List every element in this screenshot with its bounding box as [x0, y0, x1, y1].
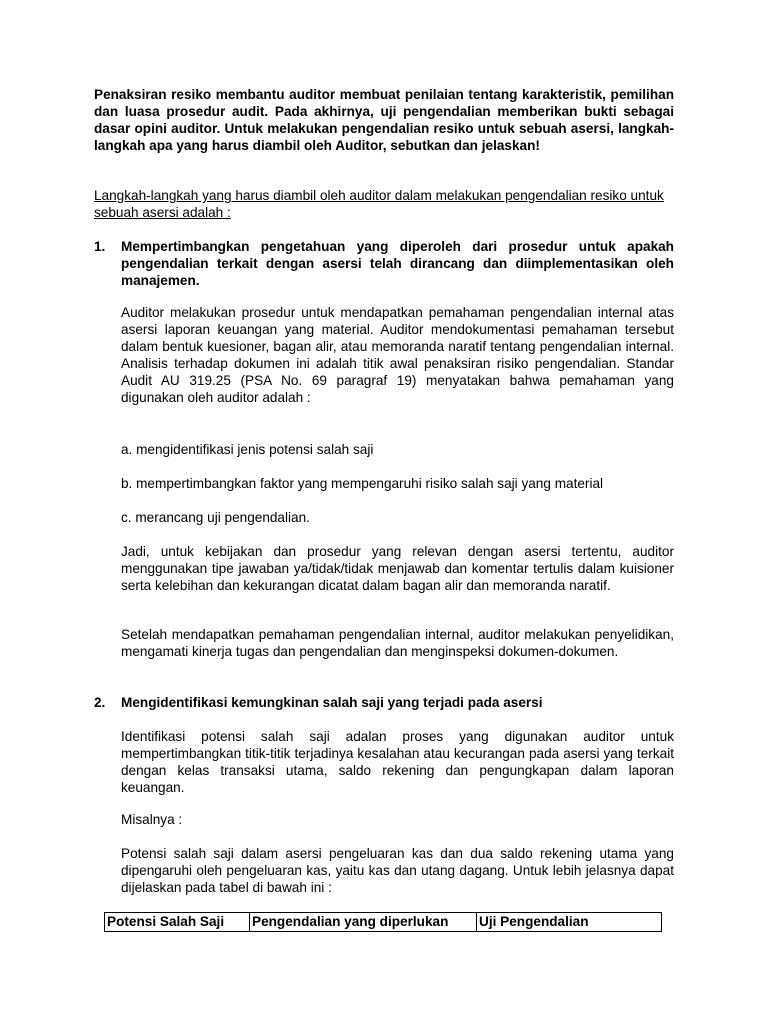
- risk-control-table: [104, 912, 662, 932]
- question-text: [94, 87, 674, 155]
- step-1-list-a: [121, 442, 674, 459]
- table-header-row: [105, 913, 662, 932]
- question-paragraph: Penaksiran resiko membantu auditor membuat penilaian tentang karakteristik, pemilihan dan luasa prosedur audit. Pada akhirnya, uji pengendalian memberikan bukti sebagai dasar opini auditor. Untuk melakukan pengendalian resiko untuk sebuah asersi, langkah-langkah apa yang harus diambil oleh Auditor, sebutkan dan jelaskan!: [94, 87, 674, 153]
- step-1-list-c: [121, 510, 674, 527]
- step-1-list-c-text: c. merancang uji pengendalian.: [121, 510, 310, 525]
- step-1-heading: [94, 239, 674, 290]
- step-1-paragraph-3: [121, 627, 674, 661]
- lead-paragraph: Langkah-langkah yang harus diambil oleh auditor dalam melakukan pengendalian resiko untuk sebuah asersi adalah :: [94, 188, 664, 220]
- step-2-paragraph-3: [121, 846, 674, 897]
- step-2-paragraph-2: [121, 812, 674, 829]
- step-2-paragraph-3-text: Potensi salah saji dalam asersi pengeluaran kas dan dua saldo rekening utama yang dipengaruhi oleh pengeluaran kas, yaitu kas dan utang dagang. Untuk lebih jelasnya dapat dijelaskan pada tabel di bawah ini :: [121, 846, 674, 895]
- table-header-cell: Pengendalian yang diperlukan: [250, 913, 477, 932]
- step-2-heading: [94, 695, 674, 712]
- lead-text: [94, 188, 674, 222]
- step-2-title: Mengidentifikasi kemungkinan salah saji yang terjadi pada asersi: [121, 695, 543, 710]
- step-1-list-b-text: b. mempertimbangkan faktor yang mempengaruhi risiko salah saji yang material: [121, 476, 604, 491]
- step-1-title: Mempertimbangkan pengetahuan yang diperoleh dari prosedur untuk apakah pengendalian terkait dengan asersi telah dirancang dan diimplementasikan oleh manajemen.: [121, 239, 674, 288]
- step-1-paragraph-2: [121, 544, 674, 595]
- table-header-cell: Potensi Salah Saji: [105, 913, 250, 932]
- table-header-cell: Uji Pengendalian: [477, 913, 662, 932]
- step-2-number: 2.: [94, 695, 106, 710]
- step-1-paragraph-3-text: Setelah mendapatkan pemahaman pengendalian internal, auditor melakukan penyelidikan, mengamati kinerja tugas dan pengendalian dan menginspeksi dokumen-dokumen.: [121, 627, 674, 659]
- step-1-list-b: [121, 476, 674, 493]
- step-2-paragraph-1: [121, 729, 674, 797]
- step-1-number: 1.: [94, 239, 106, 254]
- step-1-paragraph-2-text: Jadi, untuk kebijakan dan prosedur yang relevan dengan asersi tertentu, auditor menggunakan tipe jawaban ya/tidak/tidak menjawab dan komentar tertulis dalam kuisioner serta kelebihan dan kekurangan dicatat dalam bagan alir dan memoranda naratif.: [121, 544, 674, 593]
- step-1-paragraph-1-text: Auditor melakukan prosedur untuk mendapatkan pemahaman pengendalian internal atas asersi laporan keuangan yang material. Auditor mendokumentasi pemahaman tersebut dalam bentuk kuesioner, bagan alir, atau memoranda naratif tentang pengendalian internal. Analisis terhadap dokumen ini adalah titik awal penaksiran risiko pengendalian. Standar Audit AU 319.25 (PSA No. 69 paragraf 19) menyatakan bahwa pemahaman yang digunakan oleh auditor adalah :: [121, 305, 674, 405]
- step-2-paragraph-2-text: Misalnya :: [121, 812, 183, 827]
- step-1-list-a-text: a. mengidentifikasi jenis potensi salah saji: [121, 442, 374, 457]
- step-2-paragraph-1-text: Identifikasi potensi salah saji adalan proses yang digunakan auditor untuk mempertimbangkan titik-titik terjadinya kesalahan atau kecurangan pada asersi yang terkait dengan kelas transaksi utama, saldo rekening dan pengungkapan dalam laporan keuangan.: [121, 729, 674, 795]
- step-1-paragraph-1: [121, 305, 674, 406]
